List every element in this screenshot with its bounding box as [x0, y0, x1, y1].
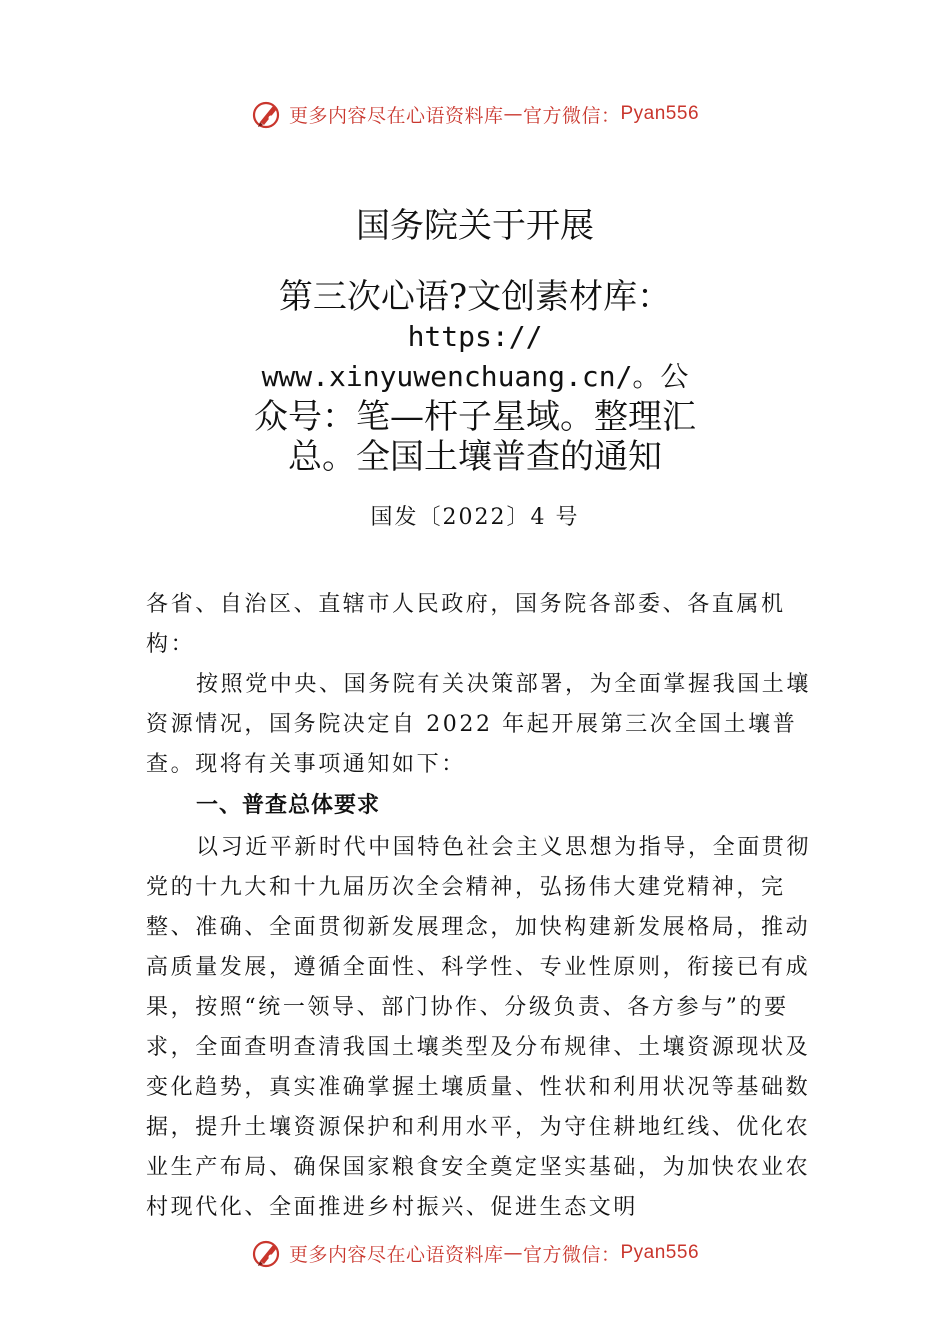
document-title-line4: www.xinyuwenchuang.cn/。公: [261, 360, 689, 393]
header-banner: [0, 94, 950, 134]
section-paragraph: [146, 828, 818, 1228]
document-title-line1: 国务院关于开展: [356, 206, 594, 246]
banner-wechat-label: 官方微信：: [522, 104, 621, 127]
document-title-block: [230, 277, 720, 477]
banner-site-text: 更多内容尽在心语资料库: [288, 104, 504, 127]
addressee: [146, 585, 818, 665]
section-heading: 一、普查总体要求: [196, 793, 381, 818]
document-title-line2: 第三次心语?文创素材库：: [278, 277, 672, 317]
banner-dash: —: [503, 103, 523, 125]
banner-wechat-account: Pyan556: [620, 103, 700, 124]
banner-wechat-label: 官方微信：: [522, 1243, 621, 1266]
footer-banner: [0, 1233, 950, 1273]
document-title-line6: 总。全国土壤普查的通知: [288, 437, 662, 477]
addressee-text: 各省、自治区、直辖市人民政府，国务院各部委、各直属机构：: [146, 592, 786, 657]
section-paragraph-text: 以习近平新时代中国特色社会主义思想为指导，全面贯彻党的十九大和十九届历次全会精神，弘扬伟大建党精神，完整、准确、全面贯彻新发展理念，加快构建新发展格局，推动高质量发展，遵循全面性、科学性、专业性原则，衔接已有成果，按照“统一领导、部门协作、分级负责、各方参与”的要求，全面查明查清我国土壤类型及分布规律、土壤资源现状及变化趋势，真实准确掌握土壤质量、性状和利用状况等基础数据，提升土壤资源保护和利用水平，为守住耕地红线、优化农业生产布局、确保国家粮食安全奠定坚实基础，为加快农业农村现代化、全面推进乡村振兴、促进生态文明: [146, 835, 812, 1220]
banner-site-text: 更多内容尽在心语资料库: [288, 1243, 504, 1266]
intro-paragraph-text: 按照党中央、国务院有关决策部署，为全面掌握我国土壤资源情况，国务院决定自 2022 年起开展第三次全国土壤普查。现将有关事项通知如下：: [146, 672, 812, 777]
pen-logo-icon: [251, 1237, 283, 1269]
banner-wechat-account: Pyan556: [620, 1242, 700, 1263]
document-number: 国发〔2022〕4 号: [370, 505, 580, 530]
pen-logo-icon: [251, 98, 283, 130]
document-title-line3: https://: [407, 320, 543, 353]
banner-dash: —: [503, 1242, 523, 1264]
document-title-line5: 众号：笔—杆子星域。整理汇: [254, 397, 696, 437]
intro-paragraph: [146, 665, 818, 785]
